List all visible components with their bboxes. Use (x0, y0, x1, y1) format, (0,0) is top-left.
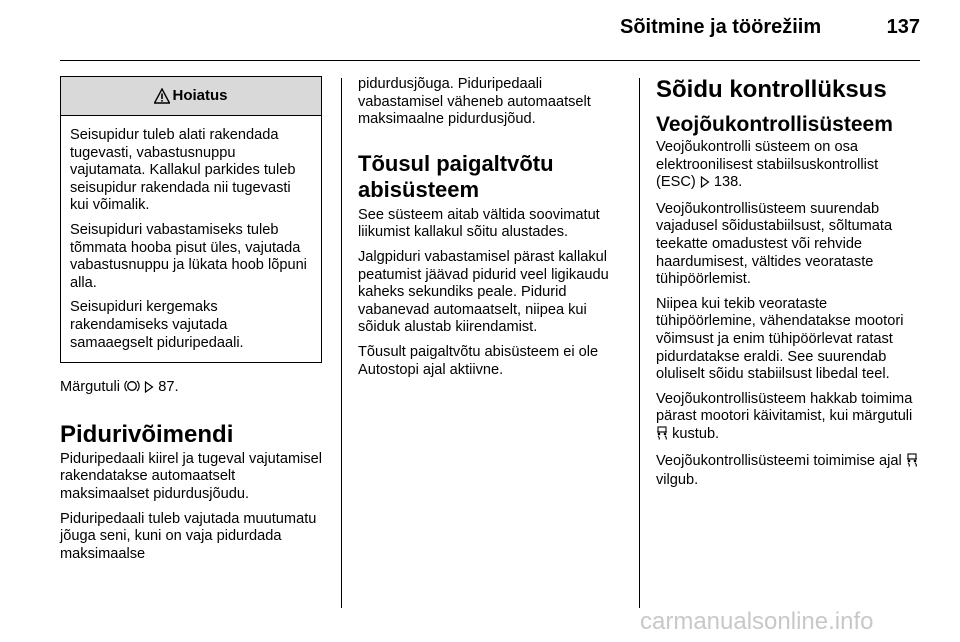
page-number: 137 (886, 16, 920, 38)
paragraph (656, 453, 922, 490)
indicator-page-ref: 87. (158, 379, 179, 396)
warning-triangle-icon (154, 88, 170, 104)
warning-title: Hoiatus (172, 87, 228, 105)
page-ref: 138. (713, 174, 743, 191)
paragraph-text: kustub. (672, 425, 720, 442)
paragraph: Niipea kui tekib veorataste tühipöörlemine, vähendatakse mootori võimsust ja enim tühipöörlevat ratast pidurdatakse eraldi. See suurendab oluliselt sõidu stabiilsust libedal teel. (656, 295, 904, 383)
paragraph-text: Veojõukontrollisüsteem hakkab toimima pärast mootori käivitamist, kui märgutuli (656, 390, 913, 425)
warning-body (61, 116, 321, 362)
indicator-label: Märgutuli (60, 379, 121, 396)
main-title-drive-control: Sõidu kontrollüksus (656, 76, 887, 103)
watermark: carmanualsonline.info (640, 608, 874, 635)
warning-paragraph: Seisupiduri vabastamiseks tuleb tõmmata hooba pisut üles, vajutada vabastusnuppu ja lükata hoob lõpuni alla. (70, 221, 307, 291)
paragraph-text: Veojõukontrollisüsteemi toimimise ajal (656, 452, 902, 469)
paragraph-continuation: pidurdusjõuga. Piduripedaali vabastamisel väheneb automaatselt maksimaalne pidurdusjõud. (358, 76, 591, 128)
paragraph: Piduripedaali tuleb vajutada muutumatu jõuga seni, kuni on vaja pidurdada maksimaalse (60, 510, 317, 562)
brake-indicator-icon (124, 379, 140, 399)
paragraph: See süsteem aitab vältida soovimatut liikumist kallakul sõitu alustades. (358, 206, 600, 241)
section-title-brake-assist: Pidurivõimendi (60, 420, 234, 448)
column-3 (656, 76, 922, 497)
warning-header (61, 77, 321, 116)
traction-control-icon (906, 453, 918, 473)
column-divider-2 (639, 78, 640, 608)
section-title-hill-start: Tõusul paigaltvõtu abisüsteem (358, 150, 554, 202)
paragraph-text: vilgub. (656, 472, 699, 489)
paragraph (656, 391, 922, 446)
paragraph: Piduripedaali kiirel ja tugeval vajutamisel rakendatakse automaatselt maksimaalset pidurdusjõudu. (60, 450, 323, 502)
paragraph: Veojõukontrollisüsteem suurendab vajadusel sõidustabiilsust, sõltumata teekatte omadustest või rehvide haardumisest, vältides veorataste tühipöörlemist. (656, 200, 893, 288)
running-header-title: Sõitmine ja töörežiim (620, 16, 822, 38)
warning-box (60, 76, 322, 363)
indicator-line (60, 379, 326, 399)
paragraph: Tõusult paigaltvõtu abisüsteem ei ole Autostopi ajal aktiivne. (358, 343, 599, 378)
reference-arrow-icon (144, 381, 154, 399)
column-2 (358, 76, 626, 386)
warning-paragraph: Seisupidur tuleb alati rakendada tugevasti, vabastusnuppu vajutamata. Kallakul parkides tuleb seisupidur rakendada nii tugevasti kui võimalik. (70, 127, 296, 214)
paragraph-text: Veojõukontrolli süsteem on osa elektroonilisest stabiilsuskontrollist (ESC) (656, 139, 879, 191)
column-divider-1 (341, 78, 342, 608)
paragraph (656, 139, 922, 194)
warning-paragraph: Seisupiduri kergemaks rakendamiseks vajutada samaaegselt piduripedaali. (70, 299, 244, 351)
traction-control-icon (656, 426, 668, 446)
header-divider (60, 60, 920, 61)
section-title-traction-control: Veojõukontrollisüsteem (656, 113, 893, 136)
paragraph: Jalgpiduri vabastamisel pärast kallakul peatumist jäävad pidurid veel ligikaudu kaheks sekundiks peale. Pidurid vabanevad automaatselt, niipea kui sõiduk alustab kiirendamist. (358, 248, 609, 336)
column-1 (60, 76, 326, 570)
reference-arrow-icon (700, 176, 710, 194)
